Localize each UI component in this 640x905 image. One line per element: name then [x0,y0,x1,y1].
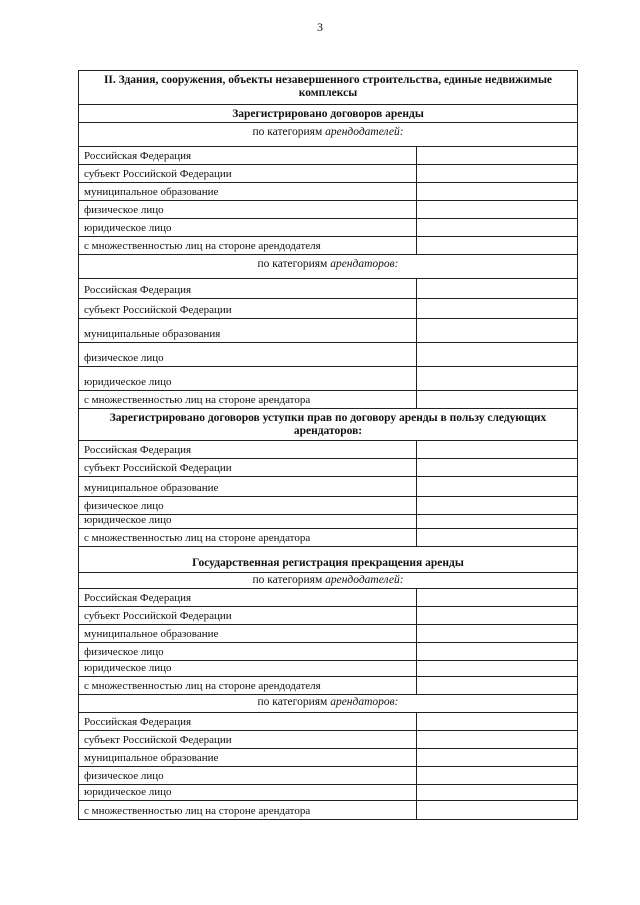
row-label: субъект Российской Федерации [79,459,417,476]
value-cell[interactable] [417,625,577,642]
row-label: муниципальные образования [79,319,417,342]
row-label: физическое лицо [79,201,417,218]
category-prefix: по категориям [257,696,331,708]
category-name: арендодателей: [325,574,404,586]
row-label: юридическое лицо [79,661,417,676]
value-cell[interactable] [417,677,577,694]
block-title: Зарегистрировано договоров уступки прав по договору аренды в пользу следующих арендаторов: [79,409,577,441]
table-row [79,677,577,695]
value-cell[interactable] [417,515,577,528]
value-cell[interactable] [417,299,577,318]
category-prefix: по категориям [257,258,331,270]
table-row [79,279,577,299]
table-row [79,165,577,183]
row-label: субъект Российской Федерации [79,165,417,182]
table-row [79,237,577,255]
category-header [79,573,577,589]
category-name: арендаторов: [330,258,399,270]
row-label: муниципальное образование [79,625,417,642]
row-label: физическое лицо [79,767,417,784]
row-label: с множественностью лиц на стороне арендодателя [79,677,417,694]
row-label: юридическое лицо [79,367,417,390]
table-row [79,661,577,677]
value-cell[interactable] [417,607,577,624]
table-row [79,319,577,343]
row-label: муниципальное образование [79,183,417,200]
table-row [79,801,577,819]
table-row [79,367,577,391]
table-row [79,343,577,367]
value-cell[interactable] [417,801,577,819]
value-cell[interactable] [417,319,577,342]
value-cell[interactable] [417,279,577,298]
table-row [79,529,577,547]
value-cell[interactable] [417,343,577,366]
value-cell[interactable] [417,391,577,408]
table-row [79,299,577,319]
table-row [79,625,577,643]
page-number: 3 [317,20,323,34]
value-cell[interactable] [417,749,577,766]
table-row [79,749,577,767]
category-header [79,695,577,713]
row-label: физическое лицо [79,497,417,514]
row-label: муниципальное образование [79,749,417,766]
row-label: Российская Федерация [79,279,417,298]
category-prefix: по категориям [252,126,326,138]
value-cell[interactable] [417,183,577,200]
value-cell[interactable] [417,459,577,476]
category-prefix: по категориям [252,574,326,586]
value-cell[interactable] [417,165,577,182]
row-label: субъект Российской Федерации [79,607,417,624]
category-name: арендодателей: [325,126,404,138]
block-title: Государственная регистрация прекращения аренды [79,547,577,573]
table-row [79,219,577,237]
table-row [79,643,577,661]
table-row [79,713,577,731]
value-cell[interactable] [417,529,577,546]
value-cell[interactable] [417,589,577,606]
value-cell[interactable] [417,785,577,800]
value-cell[interactable] [417,713,577,730]
row-label: Российская Федерация [79,441,417,458]
table-row [79,183,577,201]
row-label: с множественностью лиц на стороне арендатора [79,801,417,819]
row-label: Российская Федерация [79,713,417,730]
value-cell[interactable] [417,201,577,218]
category-name: арендаторов: [330,696,399,708]
table-row [79,589,577,607]
value-cell[interactable] [417,767,577,784]
category-header [79,123,577,147]
table-row [79,785,577,801]
row-label: субъект Российской Федерации [79,731,417,748]
table-row [79,201,577,219]
row-label: субъект Российской Федерации [79,299,417,318]
table-row [79,767,577,785]
row-label: физическое лицо [79,643,417,660]
value-cell[interactable] [417,477,577,496]
row-label: физическое лицо [79,343,417,366]
table-row [79,391,577,409]
table-row [79,459,577,477]
table-row [79,515,577,529]
value-cell[interactable] [417,643,577,660]
value-cell[interactable] [417,219,577,236]
row-label: Российская Федерация [79,589,417,606]
value-cell[interactable] [417,237,577,254]
table-row [79,497,577,515]
row-label: Российская Федерация [79,147,417,164]
category-header [79,255,577,279]
row-label: с множественностью лиц на стороне арендатора [79,391,417,408]
value-cell[interactable] [417,497,577,514]
row-label: юридическое лицо [79,785,417,800]
block-title: Зарегистрировано договоров аренды [79,105,577,123]
table-row [79,477,577,497]
value-cell[interactable] [417,661,577,676]
table-row [79,607,577,625]
row-label: юридическое лицо [79,515,417,528]
report-form [78,70,578,820]
value-cell[interactable] [417,367,577,390]
row-label: с множественностью лиц на стороне арендодателя [79,237,417,254]
section-title: II. Здания, сооружения, объекты незавершенного строительства, единые недвижимые комплексы [79,71,577,105]
table-row [79,147,577,165]
value-cell[interactable] [417,731,577,748]
value-cell[interactable] [417,441,577,458]
row-label: муниципальное образование [79,477,417,496]
value-cell[interactable] [417,147,577,164]
table-row [79,731,577,749]
row-label: с множественностью лиц на стороне арендатора [79,529,417,546]
table-row [79,441,577,459]
row-label: юридическое лицо [79,219,417,236]
